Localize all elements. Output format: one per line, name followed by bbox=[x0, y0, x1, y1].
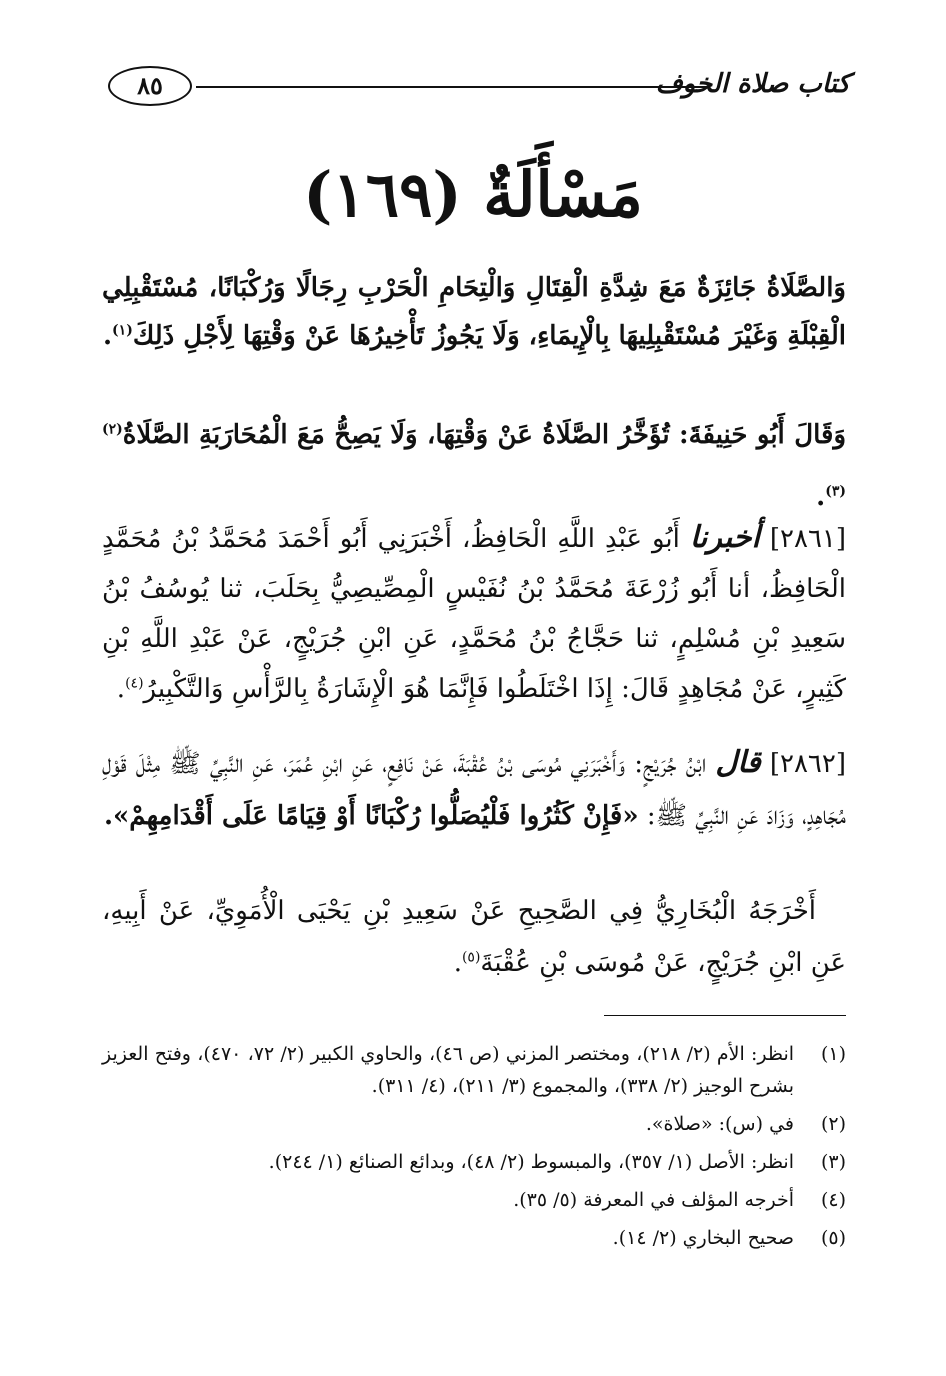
hadith-keyword: قال bbox=[715, 745, 761, 780]
footnote-ref: (٥) bbox=[461, 949, 481, 966]
page-number-badge: ٨٥ bbox=[108, 66, 192, 106]
footnote-number: (١) bbox=[820, 1043, 846, 1065]
footnote-text: أخرجه المؤلف في المعرفة (٥/ ٣٥). bbox=[513, 1189, 794, 1211]
footnote-item bbox=[102, 1038, 846, 1102]
footnote-separator bbox=[604, 1015, 846, 1016]
running-header bbox=[108, 66, 850, 110]
footnote-item bbox=[102, 1184, 846, 1216]
hadith-number: [٢٨٦١] bbox=[769, 524, 847, 554]
footnote-text: انظر: الأصل (١/ ٣٥٧)، والمبسوط (٢/ ٤٨)، وبدائع الصنائع (١/ ٢٤٤). bbox=[268, 1151, 794, 1173]
footnote-ref: (١) bbox=[112, 322, 133, 339]
paragraph-abu-hanifa: وَقَالَ أَبُو حَنِيفَةَ: تُؤَخَّرُ الصَّلَاةُ عَنْ وَقْتِهَا، وَلَا يَصِحُّ مَعَ الْمُحَارَبَةِ الصَّلَاةُ$^{(٢)(٣)}$. bbox=[102, 420, 846, 512]
footnote-text: صحيح البخاري (٢/ ١٤). bbox=[612, 1227, 794, 1249]
ruling-text: وَالصَّلَاةُ جَائِزَةٌ مَعَ شِدَّةِ الْقِتَالِ وَالْتِحَامِ الْحَرْبِ رِجَالًا وَرُكْبَانًا، مُسْتَقْبِلِي الْقِبْلَةِ وَغَيْرَ مُسْتَقْبِلِيهَا بِالْإِيمَاءِ، وَلَا يَجُوزُ تَأْخِيرُهَا عَنْ وَقْتِهَا لِأَجْلِ ذَلِكَ bbox=[102, 273, 846, 351]
chapter-heading: مَسْأَلَةٌ (١٦٩) bbox=[303, 158, 643, 231]
footnote-item bbox=[102, 1222, 846, 1254]
hadith-number: [٢٨٦٢] bbox=[769, 749, 846, 779]
header-rule bbox=[196, 86, 708, 88]
footnote-number: (٥) bbox=[820, 1227, 846, 1249]
paragraph-ruling: وَالصَّلَاةُ جَائِزَةٌ مَعَ شِدَّةِ الْقِتَالِ وَالْتِحَامِ الْحَرْبِ رِجَالًا وَرُكْبَانًا، مُسْتَقْبِلِي الْقِبْلَةِ وَغَيْرَ مُسْتَقْبِلِيهَا بِالْإِيمَاءِ، وَلَا يَجُوزُ تَأْخِيرُهَا عَنْ وَقْتِهَا لِأَجْلِ ذَلِكَ$^{(١)}$. bbox=[102, 273, 846, 351]
footnote-text: انظر: الأم (٢/ ٢١٨)، ومختصر المزني (ص ٤٦)، والحاوي الكبير (٢/ ٧٢، ٤٧٠)، وفتح العزيز بشرح الوجيز (٢/ ٣٣٨)، والمجموع (٣/ ٢١١)، (٤/ ٣١١). bbox=[102, 1043, 795, 1097]
takhrij-text: أَخْرَجَهُ الْبُخَارِيُّ فِي الصَّحِيحِ عَنْ سَعِيدِ بْنِ يَحْيَى الْأُمَوِيِّ، عَنْ أَبِيهِ، عَنِ ابْنِ جُرَيْجٍ، عَنْ مُوسَى بْنِ عُقْبَةَ bbox=[102, 896, 846, 978]
prophetic-quote: «فَإِنْ كَثُرُوا فَلْيُصَلُّوا رُكْبَانًا أَوْ قِيَامًا عَلَى أَقْدَامِهِمْ». bbox=[103, 801, 639, 831]
footnote-number: (٤) bbox=[820, 1189, 846, 1211]
footnote-item bbox=[102, 1108, 846, 1140]
hadith-text: أَبُو عَبْدِ اللَّهِ الْحَافِظُ، أَخْبَرَنِي أَبُو أَحْمَدَ مُحَمَّدُ بْنُ مُحَمَّدٍ الْحَافِظُ، أنا أَبُو زُرْعَةَ مُحَمَّدُ بْنُ نُفَيْسٍ الْمِصِّيصِيُّ بِحَلَبَ، ثنا يُوسُفُ بْنُ سَعِيدِ بْنِ مُسْلِمٍ، ثنا حَجَّاجُ بْنُ مُحَمَّدٍ، عَنِ ابْنِ جُرَيْجٍ، عَنْ عَبْدِ اللَّهِ بْنِ كَثِيرٍ، عَنْ مُجَاهِدٍ قَالَ: إِذَا اخْتَلَطُوا فَإِنَّمَا هُوَ الْإِشَارَةُ بِالرَّأْسِ وَالتَّكْبِيرُ bbox=[102, 524, 846, 704]
book-title: كتاب صلاة الخوف bbox=[655, 69, 850, 99]
hadith-2862 bbox=[102, 737, 846, 842]
abu-hanifa-text: وَقَالَ أَبُو حَنِيفَةَ: تُؤَخَّرُ الصَّلَاةُ عَنْ وَقْتِهَا، وَلَا يَصِحُّ مَعَ الْمُحَارَبَةِ الصَّلَاةُ bbox=[122, 420, 846, 450]
footnote-number: (٣) bbox=[820, 1151, 846, 1173]
hadith-2861: [٢٨٦١] أخبرنا أَبُو عَبْدِ اللَّهِ الْحَافِظُ، أَخْبَرَنِي أَبُو أَحْمَدَ مُحَمَّدُ بْنُ مُحَمَّدٍ الْحَافِظُ، أنا أَبُو زُرْعَةَ مُحَمَّدُ بْنُ نُفَيْسٍ الْمِصِّيصِيُّ بِحَلَبَ، ثنا يُوسُفُ بْنُ سَعِيدِ بْنِ مُسْلِمٍ، ثنا حَجَّاجُ بْنُ مُحَمَّدٍ، عَنِ ابْنِ جُرَيْجٍ، عَنْ عَبْدِ اللَّهِ بْنِ كَثِيرٍ، عَنْ مُجَاهِدٍ قَالَ: إِذَا اخْتَلَطُوا فَإِنَّمَا هُوَ الْإِشَارَةُ بِالرَّأْسِ وَالتَّكْبِيرُ$^{(٤)}$. bbox=[102, 520, 847, 704]
footnote-ref: (٤) bbox=[125, 675, 144, 692]
footnote-number: (٢) bbox=[820, 1113, 846, 1135]
paragraph-takhrij: أَخْرَجَهُ الْبُخَارِيُّ فِي الصَّحِيحِ عَنْ سَعِيدِ بْنِ يَحْيَى الْأُمَوِيِّ، عَنْ أَبِيهِ، عَنِ ابْنِ جُرَيْجٍ، عَنْ مُوسَى بْنِ عُقْبَةَ$^{(٥)}$. bbox=[102, 896, 846, 978]
footnote-ref: (٢)(٣) bbox=[102, 421, 846, 500]
hadith-text: ابْنُ جُرَيْجٍ: وَأَخْبَرَنِي مُوسَى بْنُ عُقْبَةَ، عَنْ نَافِعٍ، عَنِ ابْنِ عُمَرَ، عَنِ النَّبِيِّ ﷺ مِثْلَ قَوْلِ مُجَاهِدٍ، وَزَادَ عَنِ النَّبِيِّ ﷺ: bbox=[102, 749, 846, 831]
footnotes bbox=[102, 1038, 846, 1260]
hadith-keyword: أخبرنا bbox=[689, 520, 760, 555]
footnote-item bbox=[102, 1146, 846, 1178]
footnote-text: في (س): «صلاة». bbox=[645, 1113, 794, 1135]
